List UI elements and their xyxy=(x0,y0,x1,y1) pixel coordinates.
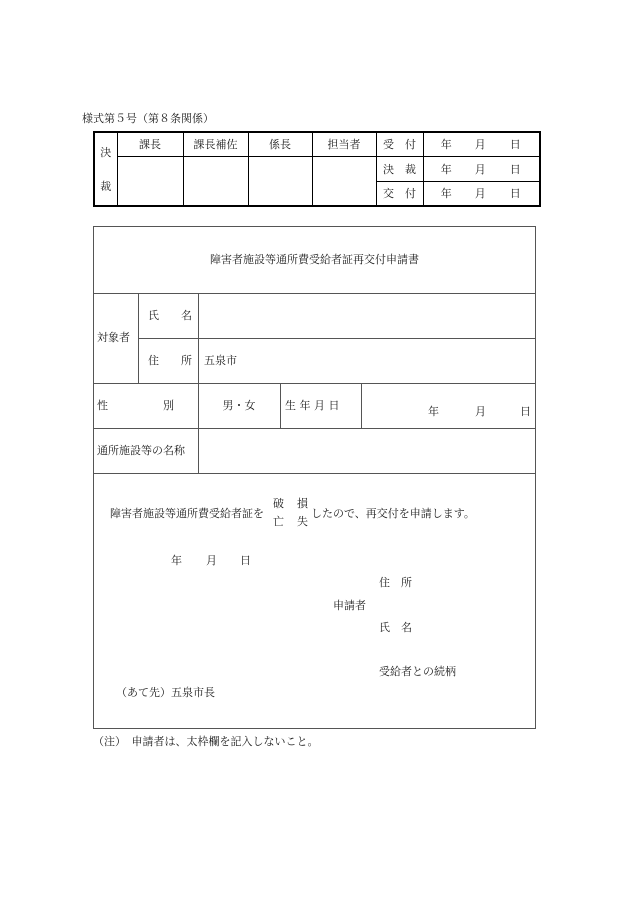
approval-row-date: 年 月 日 xyxy=(423,132,540,156)
stamp-cell-kakaricho[interactable] xyxy=(248,156,312,206)
applicant-name-label: 氏 名 xyxy=(379,621,412,634)
option-ha: 破 xyxy=(273,497,284,510)
approval-row-date: 年 月 日 xyxy=(423,181,540,206)
approval-table xyxy=(93,131,541,207)
name-field[interactable] xyxy=(199,294,535,338)
option-shitsu: 失 xyxy=(297,515,308,528)
applicant-label: 申請者 xyxy=(333,599,366,612)
option-son: 損 xyxy=(297,497,308,510)
birth-label: 生 年 月 日 xyxy=(285,399,340,412)
approval-col-kacho: 課長 xyxy=(117,132,183,156)
address-field[interactable]: 五泉市 xyxy=(204,354,237,367)
facility-label: 通所施設等の名称 xyxy=(97,444,185,457)
apply-day: 日 xyxy=(240,554,251,567)
option-bo: 亡 xyxy=(273,515,284,528)
applicant-relation-label: 受給者との続柄 xyxy=(379,665,456,678)
applicant-address-label: 住 所 xyxy=(379,576,412,589)
apply-year: 年 xyxy=(171,554,182,567)
statement-suffix: したので、再交付を申請します。 xyxy=(311,507,475,520)
birth-month: 月 xyxy=(475,405,486,418)
approval-row-label: 交 付 xyxy=(376,181,423,206)
form-title: 障害者施設等通所費受給者証再交付申請書 xyxy=(210,253,419,266)
approval-row-date: 年 月 日 xyxy=(423,156,540,181)
subject-label: 対象者 xyxy=(97,331,130,344)
stamp-cell-kacho-hosa[interactable] xyxy=(183,156,248,206)
approval-col-kacho-hosa: 課長補佐 xyxy=(183,132,248,156)
footnote: （注） 申請者は、太枠欄を記入しないこと。 xyxy=(93,735,319,748)
approval-col-tantousha: 担当者 xyxy=(312,132,376,156)
birth-year: 年 xyxy=(428,405,439,418)
apply-month: 月 xyxy=(206,554,217,567)
approval-side-label: 決 裁 xyxy=(94,132,117,206)
stamp-cell-tantousha[interactable] xyxy=(312,156,376,206)
sex-label: 性 別 xyxy=(97,399,174,412)
address-label: 住 所 xyxy=(148,354,192,367)
stamp-cell-kacho[interactable] xyxy=(117,156,183,206)
addressee: （あて先）五泉市長 xyxy=(116,686,215,699)
approval-row-label: 受 付 xyxy=(376,132,423,156)
birth-day: 日 xyxy=(520,405,531,418)
approval-row-label: 決 裁 xyxy=(376,156,423,181)
approval-col-kakaricho: 係長 xyxy=(248,132,312,156)
sex-value[interactable]: 男・女 xyxy=(222,399,256,412)
name-label: 氏 名 xyxy=(148,309,192,322)
statement-prefix: 障害者施設等通所費受給者証を xyxy=(110,507,264,520)
facility-field[interactable] xyxy=(199,429,535,473)
form-header: 様式第５号（第８条関係） xyxy=(82,112,214,125)
